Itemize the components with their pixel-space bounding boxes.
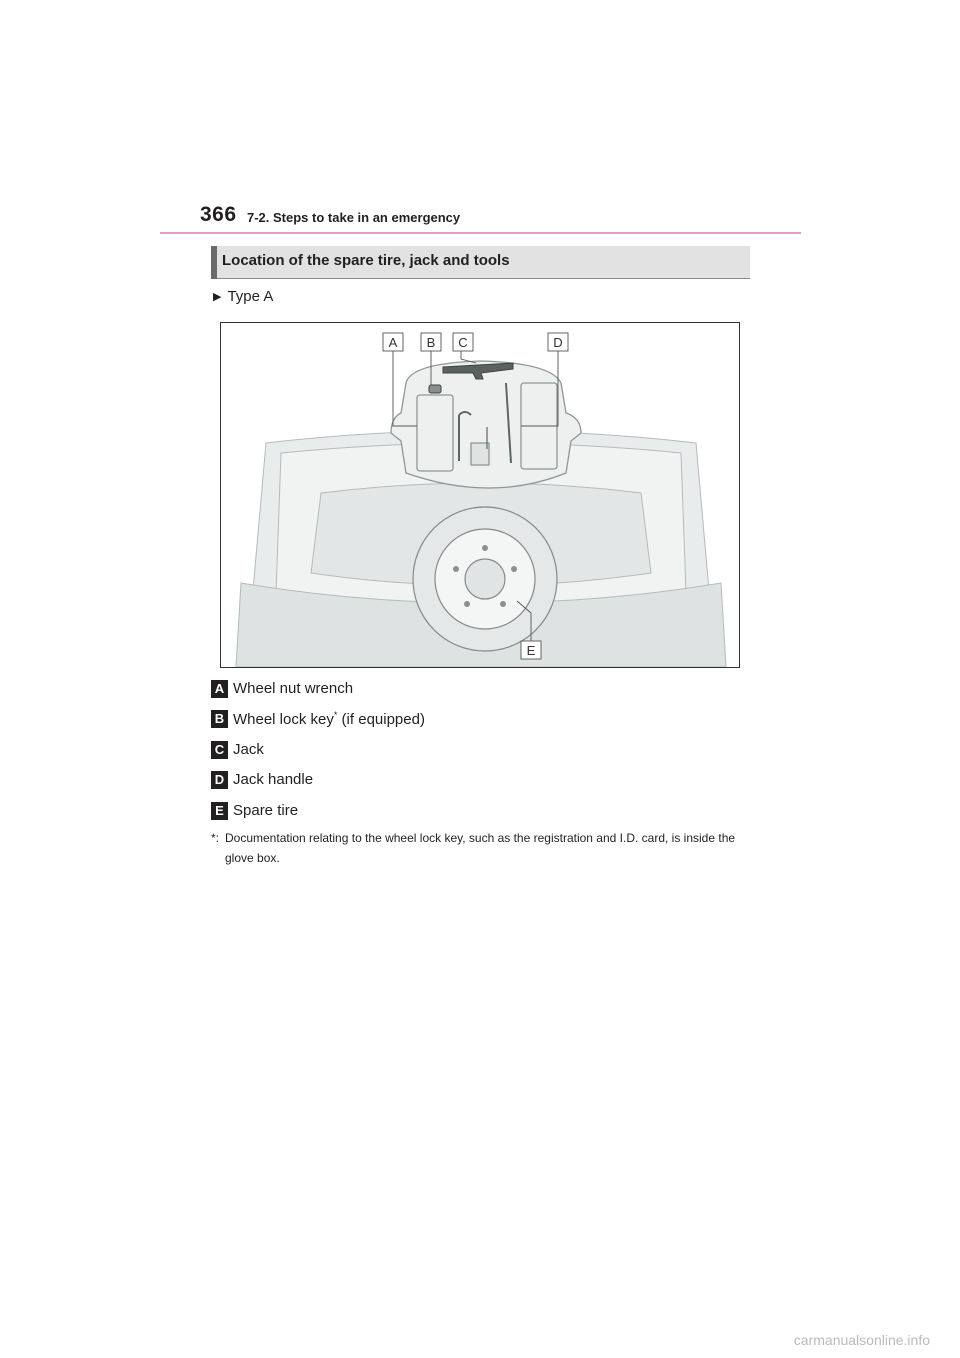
callout-d: D <box>553 335 563 350</box>
section-title: 7-2. Steps to take in an emergency <box>247 210 461 225</box>
watermark: carmanualsonline.info <box>793 1332 930 1348</box>
trunk-illustration <box>220 322 740 668</box>
footnote-text: Documentation relating to the wheel lock key, such as the registration and I.D. card, is inside the glove box. <box>225 831 736 865</box>
section-heading <box>211 246 750 279</box>
type-label <box>213 288 273 305</box>
item-text: Wheel nut wrench <box>233 680 354 697</box>
item-letter: A <box>211 680 228 698</box>
heading-accent-bar <box>211 246 217 279</box>
callout-b: B <box>426 335 436 350</box>
type-label-text: Type A <box>227 288 274 305</box>
item-text: Spare tire <box>233 802 299 819</box>
header-rule <box>160 232 801 234</box>
item-suffix: (if equipped) <box>337 711 425 728</box>
item-letter: C <box>211 741 228 759</box>
item-text: Jack handle <box>233 771 314 788</box>
triangle-bullet-icon: ▶ <box>213 291 222 303</box>
item-letter: E <box>211 802 228 820</box>
page-number: 366 <box>200 203 237 226</box>
item-letter: D <box>211 771 228 789</box>
callout-c: C <box>458 335 468 350</box>
footnote <box>211 828 751 868</box>
item-text: Jack <box>233 741 264 758</box>
callout-e: E <box>526 643 536 658</box>
heading-text: Location of the spare tire, jack and tools <box>222 252 510 269</box>
footnote-marker: * <box>333 710 338 720</box>
item-letter: B <box>211 710 228 728</box>
footnote-mark: *: <box>211 831 220 845</box>
item-text-group <box>233 710 425 728</box>
callout-a: A <box>388 335 398 350</box>
item-text: Wheel lock key <box>233 711 334 728</box>
